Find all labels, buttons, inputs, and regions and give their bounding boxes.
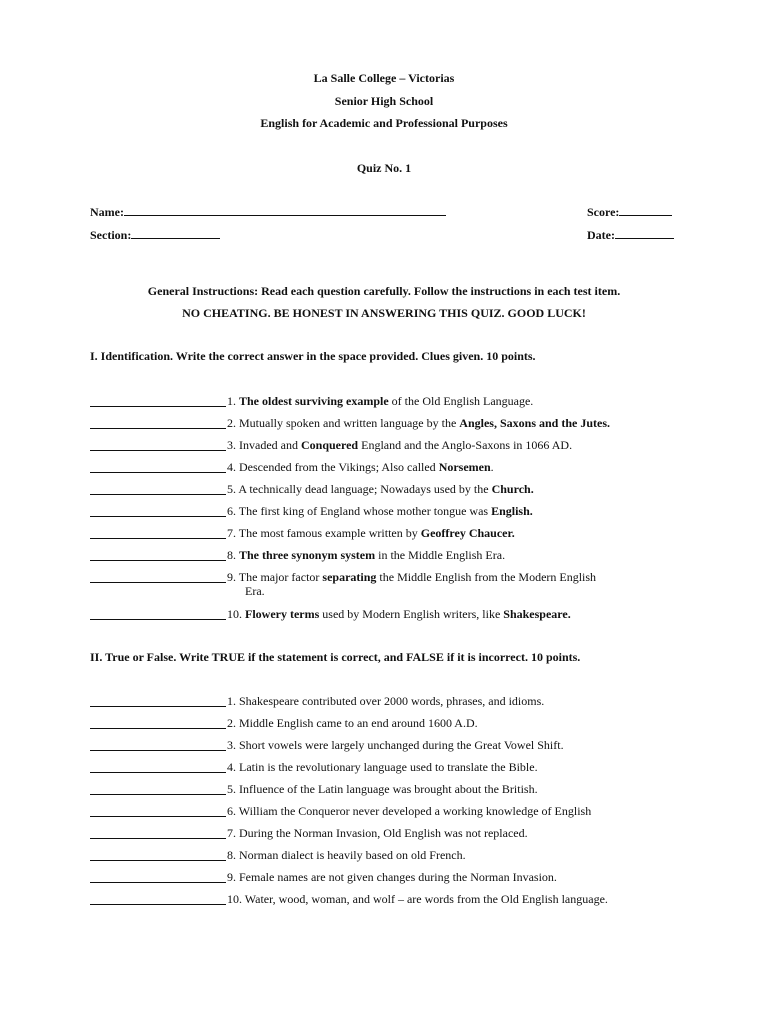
item-text: [227, 394, 533, 408]
answer-blank[interactable]: [90, 694, 226, 707]
department-name: Senior High School: [334, 94, 434, 108]
clue-keyword: English.: [491, 504, 533, 518]
clue-keyword: Geoffrey Chaucer.: [420, 526, 515, 540]
clue-keyword: Conquered: [300, 438, 359, 452]
answer-blank[interactable]: [90, 394, 226, 407]
item-text: [227, 607, 571, 621]
clue-keyword: The three synonym system: [239, 548, 376, 562]
item-text: [227, 716, 478, 730]
answer-blank[interactable]: [90, 826, 226, 839]
item-text: [227, 482, 534, 496]
clue-text: The major factor: [236, 570, 323, 584]
item-text: [227, 782, 538, 796]
item-text: [227, 892, 608, 906]
clue-text: used by Modern English writers, like: [319, 607, 504, 621]
general-instructions: General Instructions: Read each question carefully. Follow the instructions in each test item.: [147, 284, 621, 298]
name-input-line[interactable]: [124, 204, 446, 216]
statement-text: Water, wood, woman, and wolf – are words from the Old English language.: [242, 892, 608, 906]
quiz-title: Quiz No. 1: [356, 161, 412, 175]
subject-title: English for Academic and Professional Purposes: [260, 116, 508, 130]
item-text: [227, 416, 610, 430]
clue-keyword: Church.: [491, 482, 534, 496]
clue-text: The first king of England whose mother tongue was: [236, 504, 492, 518]
clue-keyword: The oldest surviving example: [239, 394, 389, 408]
clue-text: the Middle English from the Modern English: [376, 570, 597, 584]
item-number: 9.: [227, 570, 236, 584]
clue-text: The most famous example written by: [236, 526, 421, 540]
answer-blank[interactable]: [90, 607, 226, 620]
statement-text: During the Norman Invasion, Old English was not replaced.: [236, 826, 528, 840]
clue-keyword: Norsemen: [438, 460, 491, 474]
item-text: [227, 694, 544, 708]
school-name: La Salle College – Victorias: [313, 71, 455, 85]
date-field: [587, 227, 674, 242]
honesty-warning: NO CHEATING. BE HONEST IN ANSWERING THIS QUIZ. GOOD LUCK!: [182, 306, 586, 320]
item-number: 3.: [227, 738, 236, 752]
item-number: 1.: [227, 694, 236, 708]
name-field: [90, 204, 446, 219]
item-number: 10.: [227, 892, 242, 906]
answer-blank[interactable]: [90, 504, 226, 517]
statement-text: Middle English came to an end around 1600 A.D.: [236, 716, 478, 730]
answer-blank[interactable]: [90, 482, 226, 495]
clue-keyword: Flowery terms: [245, 607, 320, 621]
statement-text: Influence of the Latin language was brought about the British.: [236, 782, 538, 796]
item-number: 7.: [227, 826, 236, 840]
item-continuation: Era.: [245, 584, 265, 598]
section-input-line[interactable]: [131, 227, 220, 239]
section-label: Section:: [90, 228, 132, 242]
answer-blank[interactable]: [90, 416, 226, 429]
clue-text: of the Old English Language.: [388, 394, 534, 408]
item-text: [227, 548, 505, 562]
date-input-line[interactable]: [615, 227, 674, 239]
clue-text: .: [490, 460, 494, 474]
item-text: [227, 826, 528, 840]
item-number: 8.: [227, 548, 236, 562]
item-number: 3.: [227, 438, 236, 452]
answer-blank[interactable]: [90, 782, 226, 795]
answer-blank[interactable]: [90, 460, 226, 473]
clue-text: in the Middle English Era.: [375, 548, 506, 562]
item-text: [227, 804, 591, 818]
part2-heading: II. True or False. Write TRUE if the statement is correct, and FALSE if it is incorrect. 10 points.: [90, 650, 581, 664]
item-text: [227, 738, 564, 752]
item-text: [227, 570, 596, 584]
item-text: [227, 760, 538, 774]
score-label: Score:: [587, 205, 620, 219]
statement-text: Norman dialect is heavily based on old French.: [236, 848, 466, 862]
date-label: Date:: [587, 228, 615, 242]
clue-keyword: Shakespeare.: [503, 607, 571, 621]
clue-text: Invaded and: [236, 438, 301, 452]
name-label: Name:: [90, 205, 124, 219]
statement-text: William the Conqueror never developed a working knowledge of English: [236, 804, 592, 818]
statement-text: Female names are not given changes during the Norman Invasion.: [236, 870, 557, 884]
item-number: 8.: [227, 848, 236, 862]
answer-blank[interactable]: [90, 892, 226, 905]
statement-text: Latin is the revolutionary language used to translate the Bible.: [236, 760, 538, 774]
clue-text: England and the Anglo-Saxons in 1066 AD.: [358, 438, 573, 452]
item-number: 9.: [227, 870, 236, 884]
clue-text: Mutually spoken and written language by the: [236, 416, 460, 430]
item-number: 6.: [227, 504, 236, 518]
item-text: [227, 870, 557, 884]
item-number: 5.: [227, 782, 236, 796]
answer-blank[interactable]: [90, 760, 226, 773]
clue-keyword: Angles, Saxons and the Jutes.: [459, 416, 610, 430]
answer-blank[interactable]: [90, 848, 226, 861]
answer-blank[interactable]: [90, 570, 226, 583]
item-number: 1.: [227, 394, 236, 408]
score-input-line[interactable]: [619, 204, 672, 216]
item-number: 4.: [227, 460, 236, 474]
item-number: 2.: [227, 416, 236, 430]
section-field: [90, 227, 220, 242]
answer-blank[interactable]: [90, 548, 226, 561]
item-text: [227, 504, 533, 518]
clue-text: Descended from the Vikings; Also called: [236, 460, 439, 474]
score-field: [587, 204, 672, 219]
answer-blank[interactable]: [90, 804, 226, 817]
answer-blank[interactable]: [90, 716, 226, 729]
item-text: [227, 460, 494, 474]
answer-blank[interactable]: [90, 526, 226, 539]
answer-blank[interactable]: [90, 438, 226, 451]
item-number: 2.: [227, 716, 236, 730]
item-text: [227, 848, 466, 862]
item-number: 4.: [227, 760, 236, 774]
part1-heading: I. Identification. Write the correct answer in the space provided. Clues given. 10 points.: [90, 349, 536, 363]
answer-blank[interactable]: [90, 870, 226, 883]
item-text: [227, 438, 572, 452]
statement-text: Short vowels were largely unchanged during the Great Vowel Shift.: [236, 738, 564, 752]
clue-keyword: separating: [322, 570, 377, 584]
item-number: 10.: [227, 607, 242, 621]
item-number: 7.: [227, 526, 236, 540]
item-text: [227, 526, 515, 540]
statement-text: Shakespeare contributed over 2000 words, phrases, and idioms.: [236, 694, 545, 708]
clue-text: A technically dead language; Nowadays used by the: [236, 482, 492, 496]
answer-blank[interactable]: [90, 738, 226, 751]
item-number: 5.: [227, 482, 236, 496]
item-number: 6.: [227, 804, 236, 818]
